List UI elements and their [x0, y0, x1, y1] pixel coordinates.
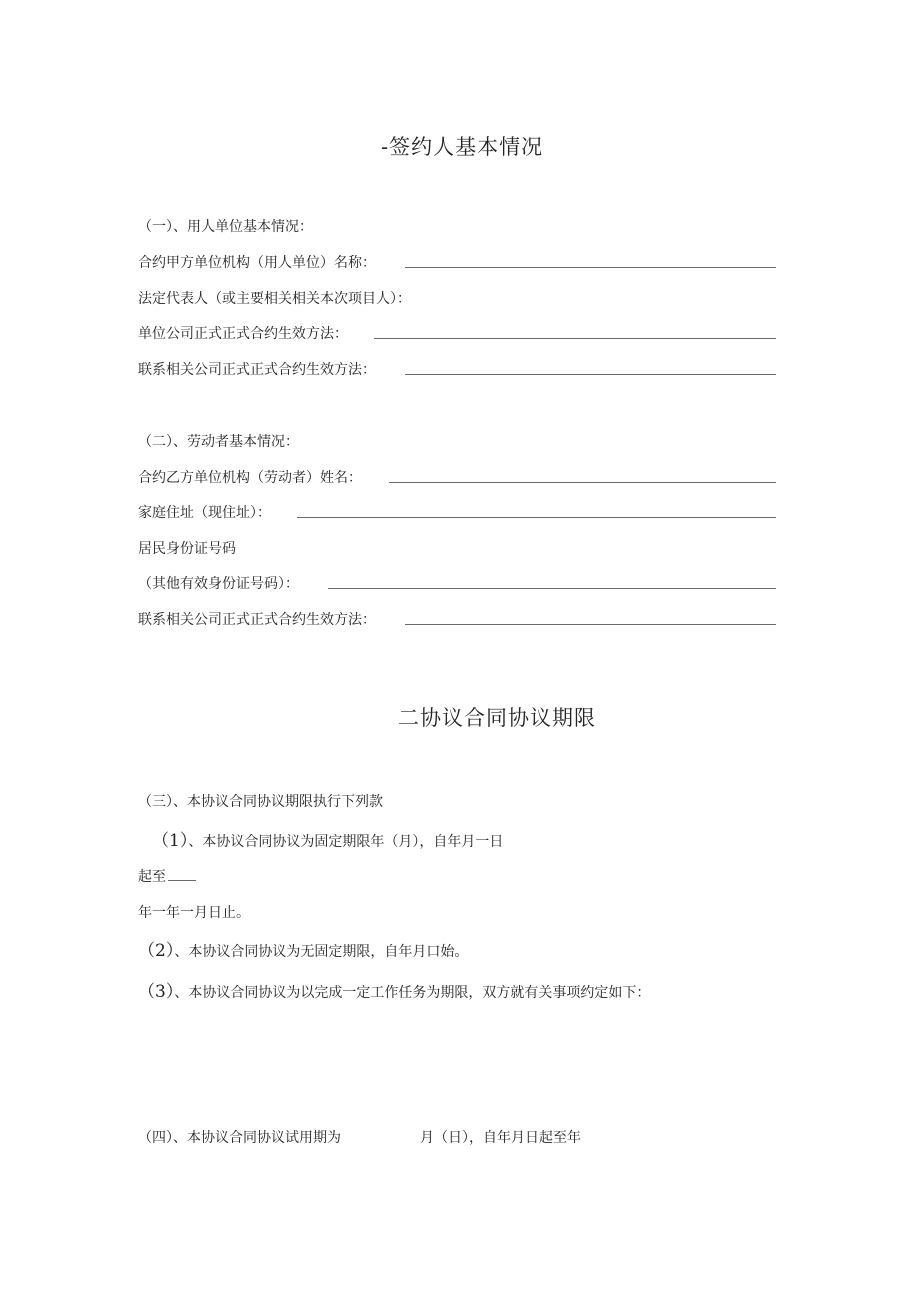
worker-id-label: 居民身份证号码 [138, 541, 236, 557]
employer-name-label: 合约甲方单位机构（用人单位）名称： [138, 255, 376, 271]
employer-contact-field[interactable] [405, 374, 776, 375]
worker-id-field[interactable] [328, 588, 776, 589]
worker-other-id-label: （其他有效身份证号码）： [138, 576, 299, 592]
clause3-item2-number: （2） [138, 941, 175, 961]
clause3-item1-end: 年一年一月日止。 [138, 905, 250, 921]
clause3-item1-text: 、本协议合同协议为固定期限年（月），自年月一日 [188, 834, 504, 850]
clause3-item1-blank[interactable] [168, 868, 196, 881]
worker-contact-label: 联系相关公司正式正式合约生效方法： [138, 612, 376, 628]
unit-contact-field[interactable] [374, 338, 776, 339]
clause3-item3-text: 、本协议合同协议为以完成一定工作任务为期限，双方就有关事项约定如下： [174, 985, 651, 1001]
worker-heading: （二）、劳动者基本情况： [138, 434, 299, 450]
clause3-item1-continuation [138, 866, 196, 886]
clause3-item3 [138, 977, 650, 1002]
clause4-text-b: 月（日），自年月日起至年 [420, 1130, 581, 1146]
clause3-item1 [152, 826, 503, 851]
employer-heading: （一）、用人单位基本情况： [138, 219, 313, 235]
unit-contact-label: 单位公司正式正式合约生效方法： [138, 326, 348, 342]
clause3-item2-text: 、本协议合同协议为无固定期限，自年月口始。 [174, 944, 469, 960]
clause3-heading: （三）、本协议合同协议期限执行下列款 [138, 794, 383, 810]
worker-contact-field[interactable] [405, 624, 776, 625]
section-title-contract-term: 二协议合同协议期限 [398, 706, 596, 730]
worker-address-label: 家庭住址（现住址）： [138, 505, 271, 521]
worker-name-label: 合约乙方单位机构（劳动者）姓名： [138, 470, 362, 486]
legal-rep-label: 法定代表人（或主要相关相关本次项目人）： [138, 291, 411, 307]
clause4-text-a: （四）、本协议合同协议试用期为 [138, 1130, 341, 1146]
worker-address-field[interactable] [297, 517, 776, 518]
clause3-item3-number: （3） [138, 982, 175, 1002]
employer-contact-label: 联系相关公司正式正式合约生效方法： [138, 362, 376, 378]
section-title-signatories: -签约人基本情况 [381, 135, 544, 159]
employer-name-field[interactable] [405, 267, 776, 268]
clause3-item1-from-label: 起至 [138, 869, 166, 885]
clause3-item2 [138, 936, 468, 961]
worker-name-field[interactable] [389, 482, 776, 483]
clause3-item1-number: （1） [152, 831, 189, 851]
